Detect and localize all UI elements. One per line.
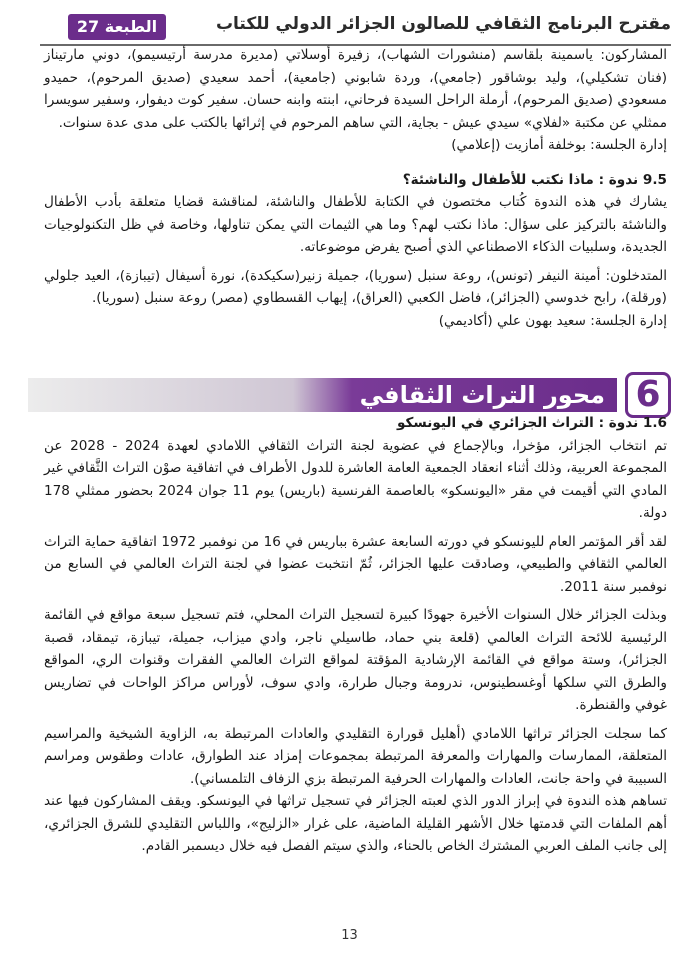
section-content	[44, 412, 667, 858]
moderation-line: إدارة الجلسة: بوخلفة أمازيت (إعلامي)	[451, 137, 667, 153]
seminar-16-paragraph-1: تم انتخاب الجزائر، مؤخرا، وبالإجماع في عضوية لجنة التراث الثقافي اللامادي لعهدة 2024 - 2028 عن المجموعة العربية، وذلك أثناء انعقاد الجمعية العامة العاشرة للدول الأطراف في اتفاقية صوْن التراث الثَّقافي غير المادي التي أقيمت في مقر «اليونسكو» بالعاصمة الفرنسية (باريس) يوم 11 جوان 2024 بحضور ممثلي 178 دولة.	[44, 437, 667, 521]
seminar-95-description: يشارك في هذه الندوة كُتاب مختصون في الكتابة للأطفال والناشئة، لمناقشة قضايا متعلقة بأدب الأطفال والناشئة بالتركيز على سؤال: ماذا نكتب لهم؟ وما هي الثيمات التي يمكن تناولها، وخاصة في ظل التكنولوجيات الجديدة، وسلبيات الذكاء الاصطناعي الذي أصبح يفرض موضوعاته.	[44, 194, 667, 255]
seminar-16-paragraph-4: كما سجلت الجزائر تراثها اللامادي (أهليل قورارة التقليدي والعادات المرتبطة به، الزاوية الشيخية والمراسيم المتعلقة، الممارسات والمهارات والمعرفة المرتبطة بمجموعات إمزاد عند الطوارق، عادات وطقوس ومراسم السبيبة في واحة جانت، العادات والمهارات الحرفية المرتبطة بزي الزفاف التلمساني).	[44, 725, 667, 787]
header-title: مقترح البرنامج الثقافي للصالون الجزائر الدولي للكتاب	[215, 14, 671, 34]
seminar-16-title: 1.6 ندوة : التراث الجزائري في اليونسكو	[397, 415, 667, 431]
seminar-95-title: 9.5 ندوة : ماذا نكتب للأطفال والناشئة؟	[402, 171, 667, 188]
page-header	[40, 14, 671, 46]
upper-content	[44, 44, 667, 332]
section-number: 6	[625, 372, 671, 418]
seminar-16-paragraph-2: لقد أقر المؤتمر العام لليونسكو في دورته السابعة عشرة بباريس في 16 من نوفمبر 1972 اتفاقية حماية التراث العالمي الثقافي والطبيعي، وصادقت عليها الجزائر، ثُمّ انتخبت عضوا في لجنة التراث العالمي في السابع من نوفمبر سنة 2011.	[44, 533, 667, 595]
participants-paragraph: المشاركون: ياسمينة بلقاسم (منشورات الشهاب)، زفيرة أوسلاتي (مديرة مدرسة أرتيسيمو)، دوني مارتيناز (فنان تشكيلي)، وليد بوشاقور (جامعي)، وردة شابوني (جامعية)، أحمد سعيدي (صديق المرحوم)، حميدو مسعودي (صديق المرحوم)، أرملة الراحل السيدة فرحاني، ابنته وابنه حسان. سفير كوت ديفوار، وسفير سويسرا ممثلي عن مكتبة «لفلاي» سيدي عيش - بجاية، التي ساهم المرحوم في إثرائها بالكتب على مدى عدة سنوات.	[44, 47, 667, 131]
section-title: محور التراث الثقافي	[359, 381, 605, 409]
seminar-95-speakers: المتدخلون: أمينة النيفر (تونس)، روعة سنبل (سوريا)، جميلة زنير(سكيكدة)، نورة أسيفال (تيبازة)، العيد جلولي (ورقلة)، رابح خدوسي (الجزائر)، فاضل الكعبي (العراق)، إيهاب القسطاوي (مصر) روعة سنبل (سوريا).	[44, 267, 667, 306]
seminar-95-moderation: إدارة الجلسة: سعيد بهون علي (أكاديمي)	[438, 312, 667, 329]
seminar-16-paragraph-5: تساهم هذه الندوة في إبراز الدور الذي لعبته الجزائر في تسجيل تراثها في اليونسكو. ويقف المشاركون فيها عند أهم الملفات التي قدمتها خلال الأشهر القليلة الماضية، على غرار «الزليج»، واللباس التقليدي للشرق الجزائري، إلى جانب الملف العربي المشترك الخاص بالحناء، والذي سيتم الفصل فيه خلال ديسمبر القادم.	[44, 793, 667, 854]
seminar-16-paragraph-3: وبذلت الجزائر خلال السنوات الأخيرة جهودًا كبيرة لتسجيل التراث المحلي، فتم تسجيل سبعة مواقع في القائمة الرئيسية للائحة التراث العالمي (قلعة بني حماد، طاسيلي ناجر، وادي ميزاب، جميلة، تيبازة، تيمقاد، قصبة الجزائر)، وستة مواقع في القائمة الإرشادية المؤقتة لمواقع التراث العالمي الفقرات وقنوات الري، المواقع والطرق التي سلكها أوغسطينوس، ندرومة وجبال طرارة، وادي سوف، لأوراس مراكز الواحات في تضاريس غوفي والقنطرة.	[44, 607, 667, 713]
edition-badge: الطبعة 27	[68, 14, 166, 40]
page-number: 13	[341, 928, 358, 943]
